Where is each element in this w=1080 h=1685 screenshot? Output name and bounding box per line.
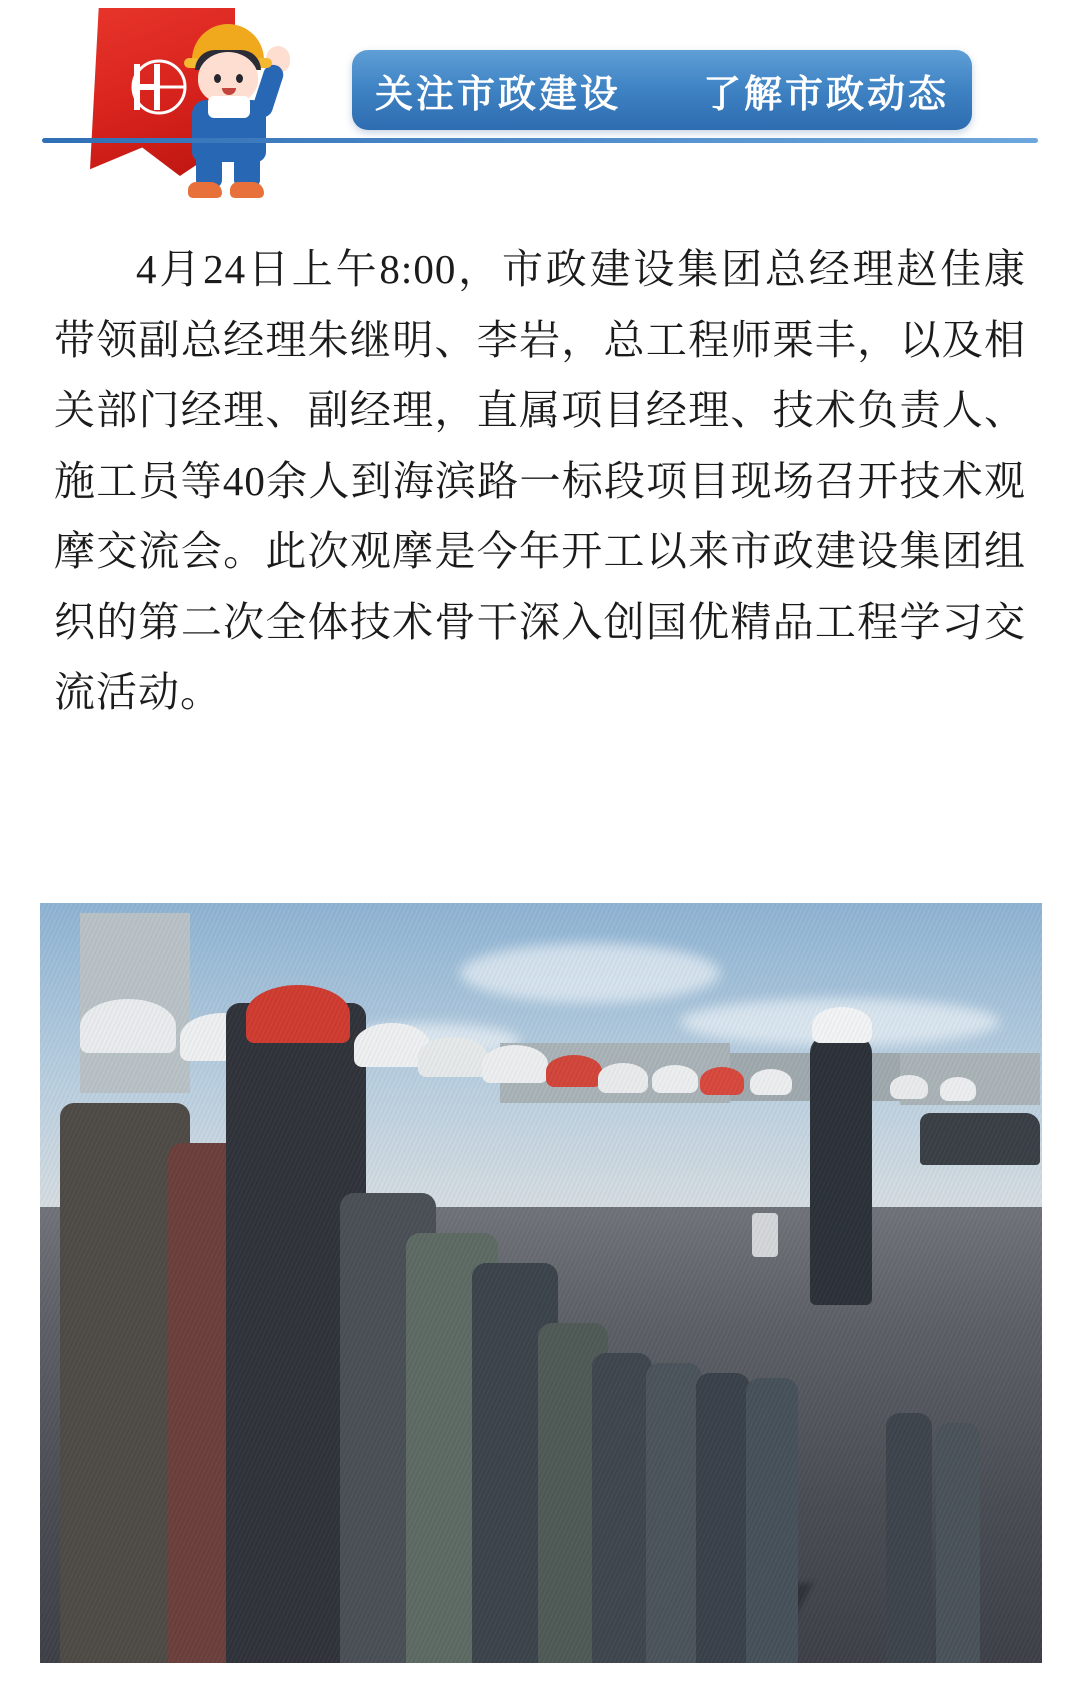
photo-person bbox=[746, 1378, 798, 1663]
mascot-shoe-right bbox=[230, 182, 264, 198]
article-photo bbox=[40, 903, 1042, 1663]
photo-presenter bbox=[810, 1035, 872, 1305]
mascot-body bbox=[192, 100, 266, 162]
header-banner-text: 关注市政建设 了解市政动态 bbox=[374, 73, 949, 116]
photo-cloud bbox=[460, 943, 720, 1003]
photo-helmet bbox=[482, 1045, 548, 1083]
photo-person bbox=[592, 1353, 652, 1663]
mascot-shoe-left bbox=[188, 182, 222, 198]
header-divider bbox=[42, 138, 1038, 143]
photo-person bbox=[696, 1373, 750, 1663]
photo-helmet bbox=[812, 1007, 872, 1043]
photo-helmet bbox=[598, 1063, 648, 1093]
photo-helmet bbox=[890, 1075, 928, 1099]
photo-car bbox=[920, 1113, 1040, 1165]
article-paragraph: 4月24日上午8:00，市政建设集团总经理赵佳康带领副总经理朱继明、李岩，总工程师栗丰，以及相关部门经理、副经理，直属项目经理、技术负责人、施工员等40余人到海滨路一标段项目现场召开技术观摩交流会。此次观摩是今年开工以来市政建设集团组织的第二次全体技术骨干深入创国优精品工程学习交流活动。 bbox=[54, 246, 1026, 716]
header-banner bbox=[352, 50, 972, 130]
mascot-eye-left bbox=[214, 74, 221, 83]
photo-helmet bbox=[418, 1037, 488, 1077]
photo-scene bbox=[40, 903, 1042, 1663]
photo-marker bbox=[752, 1213, 778, 1257]
photo-helmet bbox=[80, 999, 176, 1053]
photo-helmet bbox=[546, 1055, 602, 1087]
worker-mascot-icon bbox=[166, 20, 298, 198]
mascot-eye-right bbox=[236, 74, 243, 83]
brand-emblem bbox=[80, 4, 330, 194]
photo-helmet bbox=[700, 1067, 744, 1095]
photo-person bbox=[886, 1413, 932, 1663]
photo-person bbox=[936, 1423, 980, 1663]
photo-person bbox=[646, 1363, 702, 1663]
page-header bbox=[0, 0, 1080, 200]
photo-helmet bbox=[246, 985, 350, 1043]
photo-helmet bbox=[750, 1069, 792, 1095]
photo-helmet bbox=[652, 1065, 698, 1093]
photo-helmet bbox=[940, 1077, 976, 1101]
